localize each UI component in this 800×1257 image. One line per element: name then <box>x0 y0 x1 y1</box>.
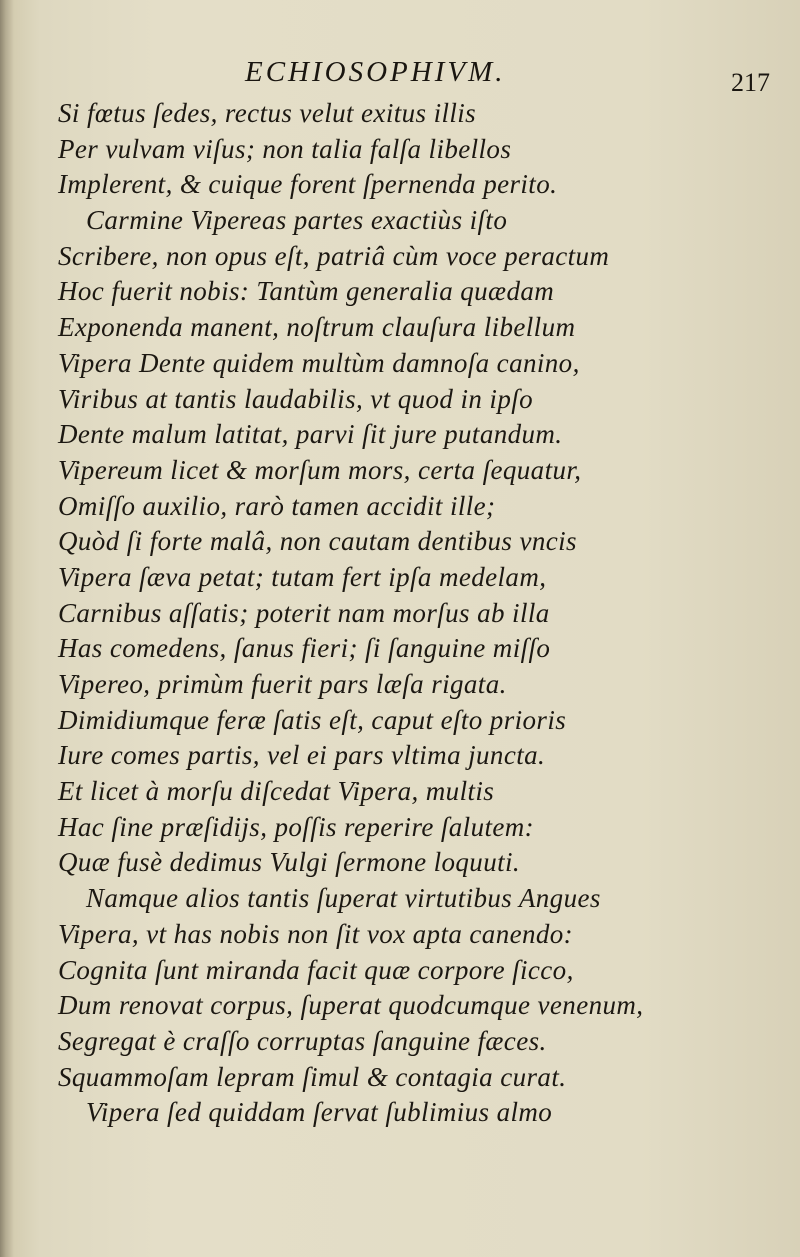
verse-line: Dimidiumque feræ ſatis eſt, caput eſto prioris <box>58 704 567 735</box>
running-head <box>60 56 780 96</box>
verse-line: Quæ fusè dedimus Vulgi ſermone loquuti. <box>58 847 521 878</box>
verse-line: Vipera Dente quidem multùm damnoſa canino, <box>58 347 580 378</box>
verse-line: Si fœtus ſedes, rectus velut exitus illis <box>58 98 477 128</box>
verse-line: Iure comes partis, vel ei pars vltima juncta. <box>58 740 546 771</box>
verse-line: Cognita ſunt miranda facit quæ corpore ſicco, <box>58 954 574 985</box>
verse-line: Scribere, non opus eſt, patriâ cùm voce peractum <box>58 240 610 271</box>
verse-line: Per vulvam viſus; non talia falſa libellos <box>58 133 512 164</box>
verse-line: Vipereum licet & morſum mors, certa ſequatur, <box>58 454 582 485</box>
verse-line: Vipera, vt has nobis non ſit vox apta canendo: <box>58 918 574 949</box>
verse-line: Vipereo, primùm fuerit pars læſa rigata. <box>58 669 507 699</box>
verse-line: Carnibus aſſatis; poterit nam morſus ab illa <box>58 597 550 628</box>
verse-line: Viribus at tantis laudabilis, vt quod in ipſo <box>58 383 534 414</box>
verse-line: Implerent, & cuique forent ſpernenda perito. <box>58 169 558 200</box>
verse-line: Exponenda manent, noſtrum clauſura libellum <box>58 312 576 343</box>
page-binding-edge <box>0 0 14 1257</box>
verse-line: Dum renovat corpus, ſuperat quodcumque venenum, <box>58 990 644 1021</box>
verse-line: Hoc fuerit nobis: Tantùm generalia quædam <box>58 276 555 307</box>
verse-line: Segregat è craſſo corruptas ſanguine fæces. <box>58 1025 547 1056</box>
verse-line: Squammoſam lepram ſimul & contagia curat. <box>58 1061 567 1092</box>
verse-line: Quòd ſi forte malâ, non cautam dentibus vncis <box>58 526 577 557</box>
verse-line: Dente malum latitat, parvi ſit jure putandum. <box>58 419 563 450</box>
verse-body <box>58 96 788 1131</box>
verse-line: Omiſſo auxilio, rarò tamen accidit ille; <box>58 490 496 521</box>
running-title: ECHIOSOPHIVM. <box>245 56 506 88</box>
verse-line: Has comedens, ſanus fieri; ſi ſanguine miſſo <box>58 633 551 664</box>
verse-line: Vipera ſæva petat; tutam fert ipſa medelam, <box>58 561 547 592</box>
verse-line: Namque alios tantis ſuperat virtutibus Angues <box>86 883 601 914</box>
verse-line: Carmine Vipereas partes exactiùs iſto <box>86 205 508 236</box>
verse-line: Hac ſine præſidijs, poſſis reperire ſalutem: <box>58 811 535 842</box>
page-number: 217 <box>731 68 770 97</box>
verse-line: Et licet à morſu diſcedat Vipera, multis <box>58 776 495 807</box>
verse-line: Vipera ſed quiddam ſervat ſublimius almo <box>86 1097 553 1128</box>
